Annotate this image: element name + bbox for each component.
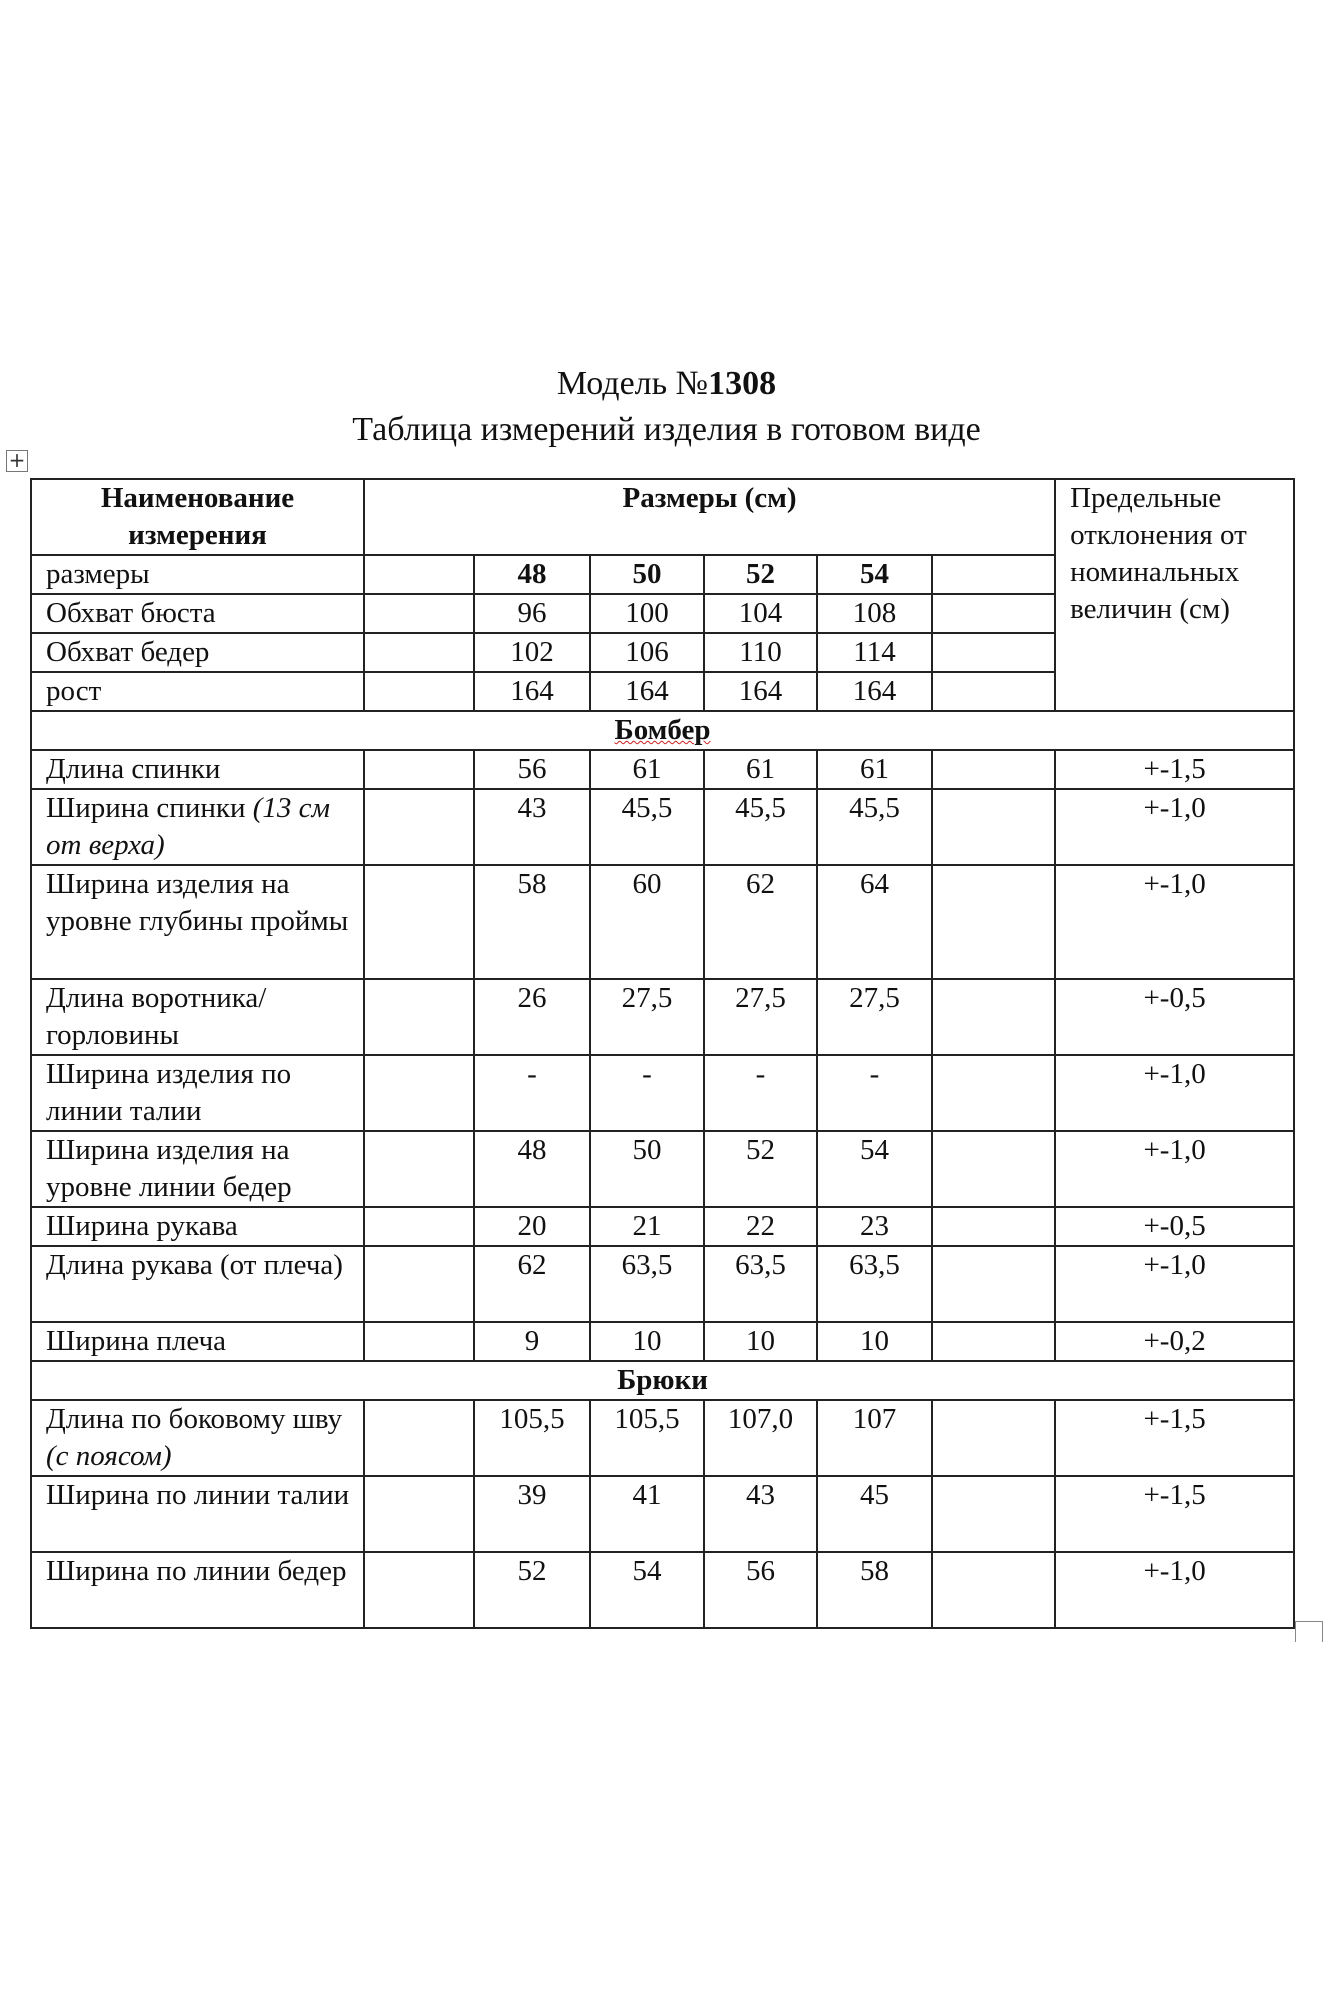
empty-cell xyxy=(364,1055,474,1131)
row-label-text: Длина рукава (от плеча) xyxy=(46,1249,343,1281)
value-cell: 58 xyxy=(474,865,590,979)
empty-cell xyxy=(364,594,474,633)
empty-cell xyxy=(932,789,1055,865)
value-cell: 164 xyxy=(590,672,704,711)
table-row xyxy=(31,1131,1294,1207)
value-cell: 106 xyxy=(590,633,704,672)
size-header-cell: 50 xyxy=(590,555,704,594)
section-row xyxy=(31,1361,1294,1400)
value-cell: 10 xyxy=(704,1322,817,1361)
tolerance-cell: +-0,5 xyxy=(1055,1207,1294,1246)
row-label-text: Ширина рукава xyxy=(46,1210,238,1242)
tolerance-cell: +-1,5 xyxy=(1055,1476,1294,1552)
empty-cell xyxy=(364,1131,474,1207)
value-cell: 58 xyxy=(817,1552,932,1628)
title-model-number: 1308 xyxy=(708,365,777,402)
header-sizes-cell: Размеры (см) xyxy=(364,479,1055,555)
row-label-text: Ширина плеча xyxy=(46,1325,227,1357)
empty-cell xyxy=(364,979,474,1055)
value-cell: 23 xyxy=(817,1207,932,1246)
document-title xyxy=(0,362,1333,406)
row-label-note: (13 см от верха) xyxy=(46,792,331,861)
value-cell: 64 xyxy=(817,865,932,979)
row-label xyxy=(31,1131,364,1207)
measurements-table xyxy=(30,478,1295,1629)
value-cell: 43 xyxy=(704,1476,817,1552)
row-label xyxy=(31,789,364,865)
row-label: Обхват бедер xyxy=(31,633,364,672)
section-title xyxy=(31,711,1294,750)
table-row xyxy=(31,1322,1294,1361)
table-row xyxy=(31,1055,1294,1131)
empty-cell xyxy=(932,1322,1055,1361)
value-cell: 27,5 xyxy=(704,979,817,1055)
row-label xyxy=(31,865,364,979)
value-cell: 60 xyxy=(590,865,704,979)
value-cell: 21 xyxy=(590,1207,704,1246)
value-cell: 45,5 xyxy=(704,789,817,865)
value-cell: 107 xyxy=(817,1400,932,1476)
empty-cell xyxy=(932,1476,1055,1552)
row-label xyxy=(31,1207,364,1246)
empty-cell xyxy=(364,750,474,789)
value-cell: 10 xyxy=(590,1322,704,1361)
empty-cell xyxy=(932,633,1055,672)
value-cell: 52 xyxy=(704,1131,817,1207)
row-label-text: Ширина спинки xyxy=(46,792,253,824)
tolerance-cell: +-1,0 xyxy=(1055,865,1294,979)
value-cell: - xyxy=(704,1055,817,1131)
row-label: размеры xyxy=(31,555,364,594)
empty-cell xyxy=(932,1552,1055,1628)
table-move-handle-icon[interactable]: + xyxy=(6,450,28,472)
row-label xyxy=(31,1552,364,1628)
value-cell: 63,5 xyxy=(704,1246,817,1322)
value-cell: 108 xyxy=(817,594,932,633)
table-row xyxy=(31,789,1294,865)
empty-cell xyxy=(932,1055,1055,1131)
value-cell: 45,5 xyxy=(817,789,932,865)
table-row xyxy=(31,1246,1294,1322)
row-label-text: Ширина изделия на уровне линии бедер xyxy=(46,1134,292,1203)
empty-cell xyxy=(364,633,474,672)
row-label xyxy=(31,1400,364,1476)
table-row xyxy=(31,1400,1294,1476)
tolerance-cell: +-1,0 xyxy=(1055,1552,1294,1628)
row-label xyxy=(31,1476,364,1552)
empty-cell xyxy=(932,1131,1055,1207)
value-cell: 100 xyxy=(590,594,704,633)
value-cell: 22 xyxy=(704,1207,817,1246)
row-label-text: Длина воротника/горловины xyxy=(46,982,267,1051)
value-cell: 48 xyxy=(474,1131,590,1207)
value-cell: - xyxy=(817,1055,932,1131)
size-header-cell: 52 xyxy=(704,555,817,594)
row-label-text: Ширина по линии талии xyxy=(46,1479,350,1511)
table-row xyxy=(31,1207,1294,1246)
table-row xyxy=(31,750,1294,789)
value-cell: - xyxy=(590,1055,704,1131)
tolerance-cell: +-1,0 xyxy=(1055,1246,1294,1322)
value-cell: 9 xyxy=(474,1322,590,1361)
header-tolerance-cell: Предельные отклонения от номинальных величин (см) xyxy=(1055,479,1294,711)
empty-cell xyxy=(932,1246,1055,1322)
value-cell: 114 xyxy=(817,633,932,672)
table-resize-handle-icon[interactable] xyxy=(1295,1621,1323,1642)
tolerance-cell: +-0,2 xyxy=(1055,1322,1294,1361)
value-cell: 164 xyxy=(817,672,932,711)
value-cell: 63,5 xyxy=(590,1246,704,1322)
value-cell: 10 xyxy=(817,1322,932,1361)
row-label-text: Ширина изделия по линии талии xyxy=(46,1058,292,1127)
value-cell: 105,5 xyxy=(474,1400,590,1476)
table-row xyxy=(31,1476,1294,1552)
value-cell: 54 xyxy=(590,1552,704,1628)
value-cell: 96 xyxy=(474,594,590,633)
row-label xyxy=(31,750,364,789)
value-cell: 26 xyxy=(474,979,590,1055)
empty-cell xyxy=(932,672,1055,711)
value-cell: 104 xyxy=(704,594,817,633)
value-cell: 107,0 xyxy=(704,1400,817,1476)
size-header-cell: 54 xyxy=(817,555,932,594)
row-label xyxy=(31,1055,364,1131)
value-cell: 105,5 xyxy=(590,1400,704,1476)
value-cell: 164 xyxy=(704,672,817,711)
row-label: рост xyxy=(31,672,364,711)
value-cell: 52 xyxy=(474,1552,590,1628)
row-label-text: Ширина изделия на уровне глубины проймы xyxy=(46,868,349,937)
section-title-text: Бомбер xyxy=(614,714,711,746)
empty-cell xyxy=(364,1322,474,1361)
empty-cell xyxy=(932,979,1055,1055)
value-cell: 61 xyxy=(817,750,932,789)
tolerance-cell: +-0,5 xyxy=(1055,979,1294,1055)
empty-cell xyxy=(364,1552,474,1628)
value-cell: 56 xyxy=(474,750,590,789)
row-label: Обхват бюста xyxy=(31,594,364,633)
section-title xyxy=(31,1361,1294,1400)
empty-cell xyxy=(932,1400,1055,1476)
value-cell: 39 xyxy=(474,1476,590,1552)
empty-cell xyxy=(364,865,474,979)
tolerance-cell: +-1,0 xyxy=(1055,789,1294,865)
tolerance-cell: +-1,5 xyxy=(1055,750,1294,789)
empty-cell xyxy=(932,555,1055,594)
row-label-text: Ширина по линии бедер xyxy=(46,1555,347,1587)
row-label-note: (с поясом) xyxy=(46,1440,172,1472)
empty-cell xyxy=(932,865,1055,979)
empty-cell xyxy=(364,672,474,711)
value-cell: 102 xyxy=(474,633,590,672)
tolerance-cell: +-1,5 xyxy=(1055,1400,1294,1476)
row-label-text: Длина по боковому шву xyxy=(46,1403,343,1435)
empty-cell xyxy=(364,789,474,865)
table-row xyxy=(31,979,1294,1055)
value-cell: 62 xyxy=(704,865,817,979)
value-cell: 62 xyxy=(474,1246,590,1322)
empty-cell xyxy=(364,555,474,594)
empty-cell xyxy=(932,750,1055,789)
empty-cell xyxy=(932,594,1055,633)
value-cell: 41 xyxy=(590,1476,704,1552)
value-cell: 61 xyxy=(704,750,817,789)
value-cell: - xyxy=(474,1055,590,1131)
header-name-cell: Наименование измерения xyxy=(31,479,364,555)
tolerance-cell: +-1,0 xyxy=(1055,1131,1294,1207)
value-cell: 164 xyxy=(474,672,590,711)
value-cell: 43 xyxy=(474,789,590,865)
tolerance-cell: +-1,0 xyxy=(1055,1055,1294,1131)
row-label xyxy=(31,979,364,1055)
value-cell: 63,5 xyxy=(817,1246,932,1322)
table-row xyxy=(31,1552,1294,1628)
value-cell: 45 xyxy=(817,1476,932,1552)
value-cell: 61 xyxy=(590,750,704,789)
empty-cell xyxy=(932,1207,1055,1246)
document-subtitle: Таблица измерений изделия в готовом виде xyxy=(352,411,981,448)
empty-cell xyxy=(364,1476,474,1552)
row-label-text: Длина спинки xyxy=(46,753,221,785)
value-cell: 50 xyxy=(590,1131,704,1207)
value-cell: 45,5 xyxy=(590,789,704,865)
value-cell: 20 xyxy=(474,1207,590,1246)
section-row xyxy=(31,711,1294,750)
empty-cell xyxy=(364,1207,474,1246)
title-model-label: Модель № xyxy=(556,365,709,402)
row-label xyxy=(31,1246,364,1322)
value-cell: 27,5 xyxy=(817,979,932,1055)
empty-cell xyxy=(364,1246,474,1322)
value-cell: 54 xyxy=(817,1131,932,1207)
section-title-text: Брюки xyxy=(617,1364,708,1396)
row-label xyxy=(31,1322,364,1361)
value-cell: 27,5 xyxy=(590,979,704,1055)
size-header-cell: 48 xyxy=(474,555,590,594)
table-row xyxy=(31,865,1294,979)
empty-cell xyxy=(364,1400,474,1476)
value-cell: 56 xyxy=(704,1552,817,1628)
value-cell: 110 xyxy=(704,633,817,672)
